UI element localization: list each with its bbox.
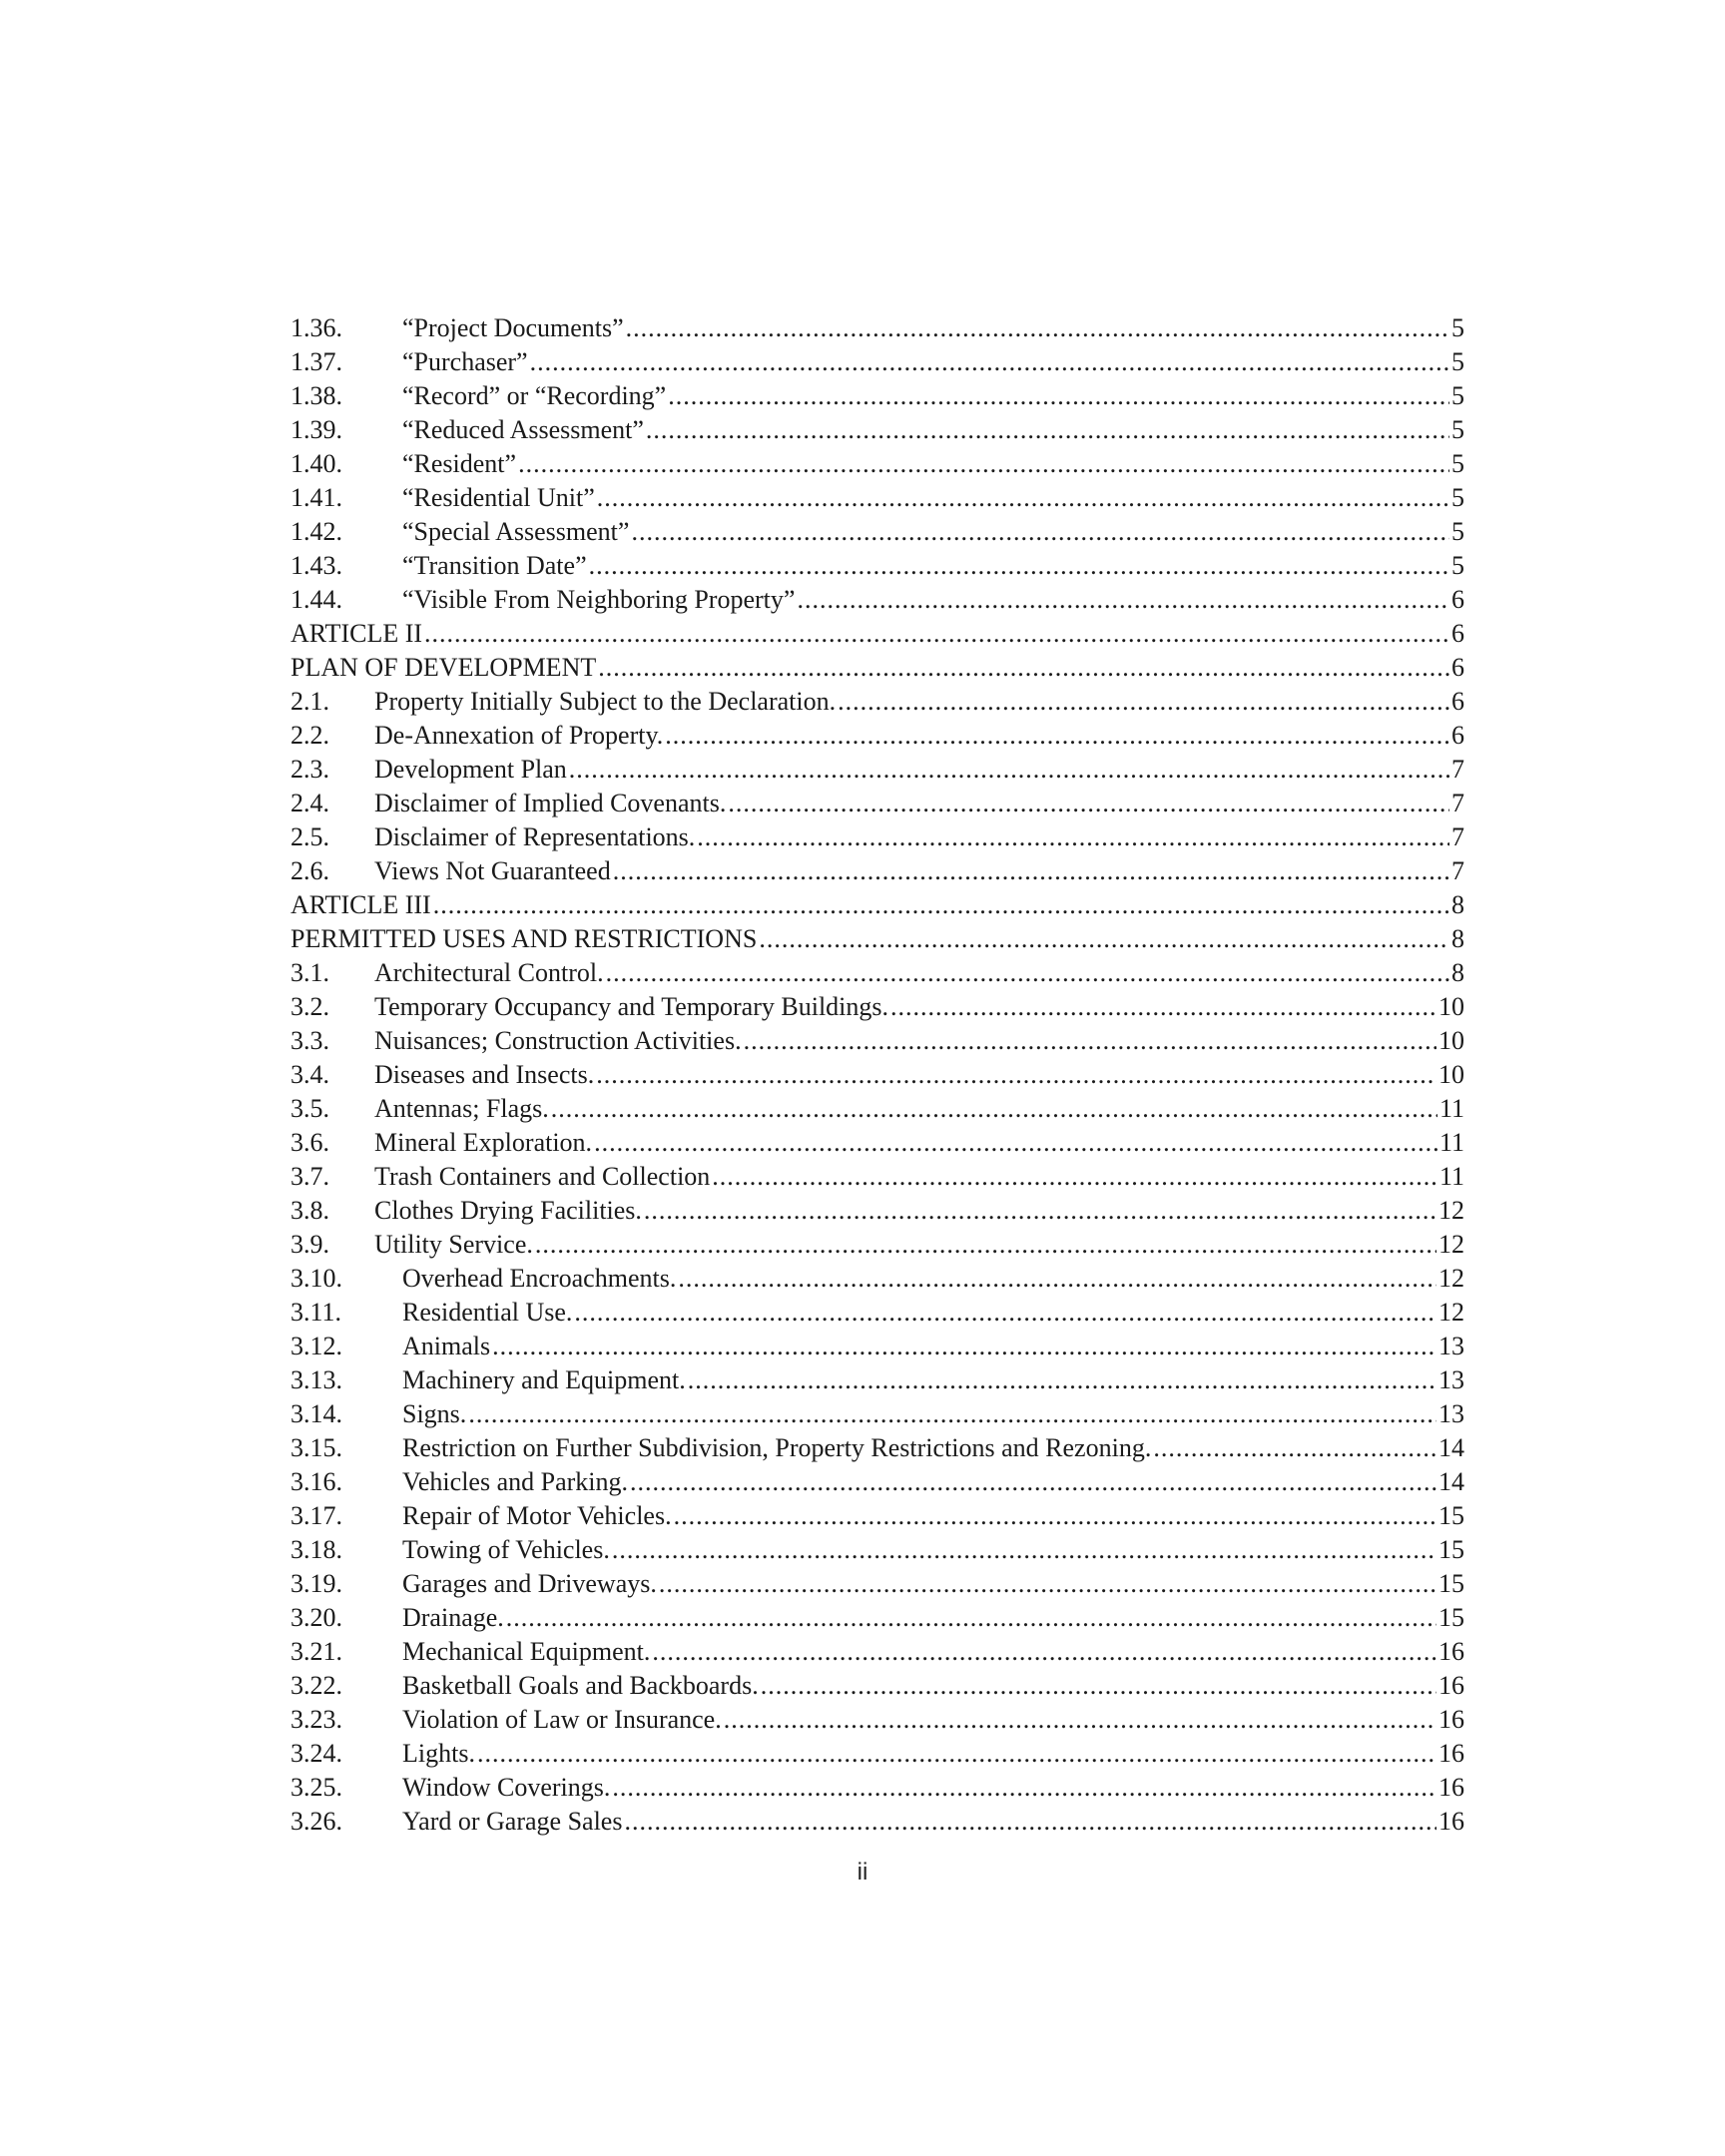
toc-dot-leader	[890, 990, 1437, 1024]
toc-entry-page: 11	[1438, 1162, 1464, 1191]
toc-dot-leader	[433, 888, 1449, 922]
toc-entry-page: 14	[1438, 1433, 1464, 1462]
toc-dot-leader	[594, 1126, 1438, 1160]
toc-entry	[290, 956, 1464, 990]
toc-entry-title: Property Initially Subject to the Declaration.	[374, 687, 837, 716]
toc-entry-page: 12	[1438, 1196, 1464, 1225]
toc-entry-title: De-Annexation of Property.	[374, 721, 664, 750]
toc-dot-leader	[468, 1397, 1437, 1431]
toc-entry-number: 3.13.	[290, 1365, 342, 1394]
toc-dot-leader	[644, 1194, 1437, 1228]
toc-entry-title: Architectural Control.	[374, 958, 604, 987]
toc-entry-number: 1.39.	[290, 415, 342, 444]
toc-dot-leader	[424, 617, 1449, 651]
toc-entry-title: Nuisances; Construction Activities.	[374, 1026, 742, 1055]
page-number: ii	[857, 1859, 868, 1886]
toc-entry-page: 16	[1438, 1705, 1464, 1734]
toc-dot-leader	[652, 1635, 1437, 1669]
toc-entry-title: Mechanical Equipment.	[402, 1637, 651, 1666]
toc-entry-page: 16	[1438, 1671, 1464, 1700]
toc-entry-page: 5	[1451, 381, 1464, 410]
toc-entry-page: 5	[1451, 551, 1464, 580]
toc-dot-leader	[477, 1737, 1437, 1771]
toc-entry-title: Restriction on Further Subdivision, Property Restrictions and Rezoning.	[402, 1433, 1152, 1462]
toc-entry	[290, 1567, 1464, 1601]
toc-entry-title: “Resident”	[402, 449, 517, 478]
toc-entry-page: 12	[1438, 1298, 1464, 1327]
toc-entry-page: 8	[1451, 890, 1464, 919]
toc-entry-number: 3.22.	[290, 1671, 342, 1700]
toc-entry-title: Lights.	[402, 1739, 475, 1768]
toc-entry-title: Towing of Vehicles.	[402, 1535, 610, 1564]
toc-entry	[290, 379, 1464, 413]
toc-dot-leader	[506, 1601, 1437, 1635]
toc-dot-leader	[612, 1533, 1437, 1567]
toc-entry	[290, 990, 1464, 1024]
toc-entry-page: 12	[1438, 1230, 1464, 1259]
toc-entry-number: 2.4.	[290, 789, 329, 817]
toc-entry	[290, 1330, 1464, 1363]
toc-entry	[290, 1058, 1464, 1092]
toc-entry	[290, 820, 1464, 854]
toc-entry-page: 8	[1451, 924, 1464, 953]
toc-entry	[290, 1092, 1464, 1126]
toc-entry-title: Utility Service.	[374, 1230, 533, 1259]
toc-dot-leader	[598, 651, 1449, 685]
toc-entry	[290, 1228, 1464, 1262]
toc-entry-page: 15	[1438, 1501, 1464, 1530]
toc-entry-page: 7	[1451, 789, 1464, 817]
toc-entry-number: 2.6.	[290, 856, 329, 885]
toc-entry-title: Vehicles and Parking.	[402, 1467, 629, 1496]
toc-dot-leader	[688, 1363, 1437, 1397]
toc-entry-title: Temporary Occupancy and Temporary Buildings.	[374, 992, 889, 1021]
toc-entry-number: 3.10.	[290, 1264, 342, 1293]
toc-entry-page: 7	[1451, 822, 1464, 851]
toc-entry-page: 11	[1438, 1128, 1464, 1157]
toc-entry-title: Residential Use.	[402, 1298, 573, 1327]
toc-entry-page: 5	[1451, 415, 1464, 444]
toc-entry	[290, 1533, 1464, 1567]
toc-entry-title: “Reduced Assessment”	[402, 415, 644, 444]
toc-dot-leader	[697, 820, 1449, 854]
toc-entry	[290, 1669, 1464, 1703]
toc-entry-title: Animals	[402, 1332, 491, 1360]
toc-entry-number: 3.3.	[290, 1026, 329, 1055]
toc-entry-title: Antennas; Flags.	[374, 1094, 549, 1123]
toc-dot-leader	[589, 549, 1449, 583]
toc-entry-title: “Residential Unit”	[402, 483, 595, 512]
toc-entry	[290, 854, 1464, 888]
toc-entry-number: 2.3.	[290, 755, 329, 784]
toc-entry-title: Trash Containers and Collection	[374, 1162, 711, 1191]
toc-entry	[290, 685, 1464, 719]
toc-dot-leader	[797, 583, 1449, 617]
toc-entry-title: ARTICLE III	[290, 890, 431, 919]
toc-entry	[290, 1363, 1464, 1397]
toc-entry	[290, 753, 1464, 787]
toc-dot-leader	[724, 1703, 1437, 1737]
toc-entry	[290, 481, 1464, 515]
toc-entry-title: Development Plan	[374, 755, 567, 784]
toc-entry-title: Repair of Motor Vehicles.	[402, 1501, 672, 1530]
toc-entry-number: 3.17.	[290, 1501, 342, 1530]
toc-entry-page: 10	[1438, 992, 1464, 1021]
toc-entry-title: Drainage.	[402, 1603, 504, 1632]
toc-entry	[290, 1160, 1464, 1194]
toc-entry	[290, 311, 1464, 345]
toc-entry-page: 6	[1451, 585, 1464, 614]
toc-dot-leader	[612, 1771, 1437, 1805]
toc-entry-title: Window Coverings.	[402, 1773, 611, 1802]
toc-entry-title: Disclaimer of Implied Covenants.	[374, 789, 727, 817]
toc-entry-number: 3.6.	[290, 1128, 329, 1157]
toc-dot-leader	[535, 1228, 1437, 1262]
toc-entry-page: 16	[1438, 1773, 1464, 1802]
toc-dot-leader	[728, 787, 1449, 820]
toc-entry	[290, 1262, 1464, 1296]
toc-entry-number: 3.25.	[290, 1773, 342, 1802]
toc-dot-leader	[518, 447, 1449, 481]
toc-entry	[290, 1024, 1464, 1058]
toc-entry	[290, 787, 1464, 820]
toc-dot-leader	[624, 1805, 1437, 1839]
toc-entry-number: 3.4.	[290, 1060, 329, 1089]
toc-entry-page: 10	[1438, 1026, 1464, 1055]
toc-entry-title: Basketball Goals and Backboards.	[402, 1671, 759, 1700]
toc-entry-number: 1.44.	[290, 585, 342, 614]
toc-entry-page: 10	[1438, 1060, 1464, 1089]
toc-entry-number: 3.14.	[290, 1399, 342, 1428]
toc-entry-page: 12	[1438, 1264, 1464, 1293]
toc-dot-leader	[659, 1567, 1437, 1601]
toc-entry-number: 1.36.	[290, 313, 342, 342]
toc-entry-number: 3.20.	[290, 1603, 342, 1632]
toc-dot-leader	[569, 753, 1449, 787]
toc-entry-page: 11	[1438, 1094, 1464, 1123]
toc-entry-title: Diseases and Insects.	[374, 1060, 595, 1089]
toc-entry-number: 3.7.	[290, 1162, 329, 1191]
table-of-contents	[290, 311, 1464, 1839]
toc-entry-page: 6	[1451, 619, 1464, 648]
toc-entry-title: Signs.	[402, 1399, 467, 1428]
toc-entry-title: PLAN OF DEVELOPMENT	[290, 653, 597, 682]
toc-dot-leader	[596, 1058, 1437, 1092]
toc-entry-title: Overhead Encroachments.	[402, 1264, 677, 1293]
toc-dot-leader	[712, 1160, 1438, 1194]
toc-entry-number: 3.5.	[290, 1094, 329, 1123]
toc-entry-page: 6	[1451, 687, 1464, 716]
toc-entry-number: 1.38.	[290, 381, 342, 410]
toc-entry-number: 2.2.	[290, 721, 329, 750]
toc-entry-page: 5	[1451, 483, 1464, 512]
toc-entry-title: Disclaimer of Representations.	[374, 822, 696, 851]
toc-entry-title: Yard or Garage Sales	[402, 1807, 623, 1836]
toc-entry-title: “Purchaser”	[402, 347, 528, 376]
toc-entry-number: 3.19.	[290, 1569, 342, 1598]
toc-entry-page: 6	[1451, 721, 1464, 750]
toc-entry	[290, 1465, 1464, 1499]
toc-entry	[290, 1635, 1464, 1669]
toc-entry-number: 1.37.	[290, 347, 342, 376]
toc-entry-page: 15	[1438, 1569, 1464, 1598]
toc-entry	[290, 345, 1464, 379]
toc-entry	[290, 1805, 1464, 1839]
toc-entry-page: 13	[1438, 1332, 1464, 1360]
toc-dot-leader	[631, 515, 1449, 549]
toc-entry-number: 1.40.	[290, 449, 342, 478]
toc-dot-leader	[492, 1330, 1437, 1363]
toc-entry-title: PERMITTED USES AND RESTRICTIONS	[290, 924, 758, 953]
toc-article-heading	[290, 888, 1464, 922]
toc-dot-leader	[597, 481, 1449, 515]
toc-dot-leader	[759, 922, 1449, 956]
toc-entry-number: 3.18.	[290, 1535, 342, 1564]
toc-entry-title: “Visible From Neighboring Property”	[402, 585, 796, 614]
toc-entry-page: 16	[1438, 1637, 1464, 1666]
toc-entry-page: 5	[1451, 313, 1464, 342]
toc-entry-title: ARTICLE II	[290, 619, 423, 648]
toc-entry	[290, 1296, 1464, 1330]
toc-entry	[290, 719, 1464, 753]
toc-entry	[290, 413, 1464, 447]
toc-entry-title: Clothes Drying Facilities.	[374, 1196, 642, 1225]
toc-entry	[290, 1126, 1464, 1160]
toc-entry-number: 3.24.	[290, 1739, 342, 1768]
toc-entry-page: 5	[1451, 347, 1464, 376]
toc-entry	[290, 1771, 1464, 1805]
toc-entry-page: 8	[1451, 958, 1464, 987]
toc-dot-leader	[530, 345, 1449, 379]
toc-dot-leader	[674, 1499, 1437, 1533]
toc-dot-leader	[1153, 1431, 1437, 1465]
toc-entry-title: “Record” or “Recording”	[402, 381, 667, 410]
toc-dot-leader	[551, 1092, 1438, 1126]
toc-article-heading	[290, 922, 1464, 956]
toc-entry-number: 3.9.	[290, 1230, 329, 1259]
toc-entry	[290, 1703, 1464, 1737]
toc-dot-leader	[626, 311, 1449, 345]
toc-dot-leader	[606, 956, 1449, 990]
toc-dot-leader	[761, 1669, 1437, 1703]
toc-entry-page: 13	[1438, 1399, 1464, 1428]
toc-entry-title: “Transition Date”	[402, 551, 587, 580]
toc-entry-title: “Special Assessment”	[402, 517, 630, 546]
toc-entry-number: 3.12.	[290, 1332, 342, 1360]
toc-dot-leader	[744, 1024, 1437, 1058]
toc-entry	[290, 1397, 1464, 1431]
toc-entry-title: Views Not Guaranteed	[374, 856, 611, 885]
toc-entry-number: 3.11.	[290, 1298, 342, 1327]
toc-dot-leader	[665, 719, 1449, 753]
toc-entry-number: 1.41.	[290, 483, 342, 512]
toc-entry	[290, 447, 1464, 481]
toc-article-heading	[290, 617, 1464, 651]
toc-entry	[290, 1194, 1464, 1228]
toc-entry-number: 3.21.	[290, 1637, 342, 1666]
toc-entry-title: Garages and Driveways.	[402, 1569, 657, 1598]
toc-dot-leader	[646, 413, 1449, 447]
toc-article-heading	[290, 651, 1464, 685]
toc-dot-leader	[613, 854, 1449, 888]
toc-entry-number: 3.8.	[290, 1196, 329, 1225]
toc-dot-leader	[838, 685, 1449, 719]
toc-entry-number: 1.42.	[290, 517, 342, 546]
toc-dot-leader	[668, 379, 1449, 413]
toc-entry	[290, 549, 1464, 583]
toc-entry-page: 7	[1451, 755, 1464, 784]
toc-dot-leader	[630, 1465, 1437, 1499]
toc-entry-page: 6	[1451, 653, 1464, 682]
toc-entry-number: 3.1.	[290, 958, 329, 987]
toc-entry-number: 2.5.	[290, 822, 329, 851]
toc-entry	[290, 515, 1464, 549]
toc-entry-number: 3.15.	[290, 1433, 342, 1462]
toc-entry	[290, 1601, 1464, 1635]
toc-entry	[290, 1499, 1464, 1533]
toc-entry-page: 7	[1451, 856, 1464, 885]
toc-entry-number: 3.23.	[290, 1705, 342, 1734]
toc-entry	[290, 1737, 1464, 1771]
toc-entry-page: 13	[1438, 1365, 1464, 1394]
toc-dot-leader	[678, 1262, 1437, 1296]
toc-entry-title: Violation of Law or Insurance.	[402, 1705, 722, 1734]
toc-entry-number: 3.2.	[290, 992, 329, 1021]
toc-entry-page: 5	[1451, 517, 1464, 546]
toc-entry	[290, 583, 1464, 617]
toc-entry-page: 15	[1438, 1603, 1464, 1632]
toc-entry-title: Mineral Exploration.	[374, 1128, 593, 1157]
toc-entry-title: “Project Documents”	[402, 313, 624, 342]
toc-dot-leader	[574, 1296, 1437, 1330]
toc-entry-number: 2.1.	[290, 687, 329, 716]
toc-entry-title: Machinery and Equipment.	[402, 1365, 686, 1394]
toc-entry-number: 1.43.	[290, 551, 342, 580]
toc-entry-page: 5	[1451, 449, 1464, 478]
toc-entry-page: 15	[1438, 1535, 1464, 1564]
toc-entry-page: 16	[1438, 1739, 1464, 1768]
toc-entry-page: 16	[1438, 1807, 1464, 1836]
toc-entry-page: 14	[1438, 1467, 1464, 1496]
toc-entry-number: 3.16.	[290, 1467, 342, 1496]
toc-entry	[290, 1431, 1464, 1465]
toc-entry-number: 3.26.	[290, 1807, 342, 1836]
